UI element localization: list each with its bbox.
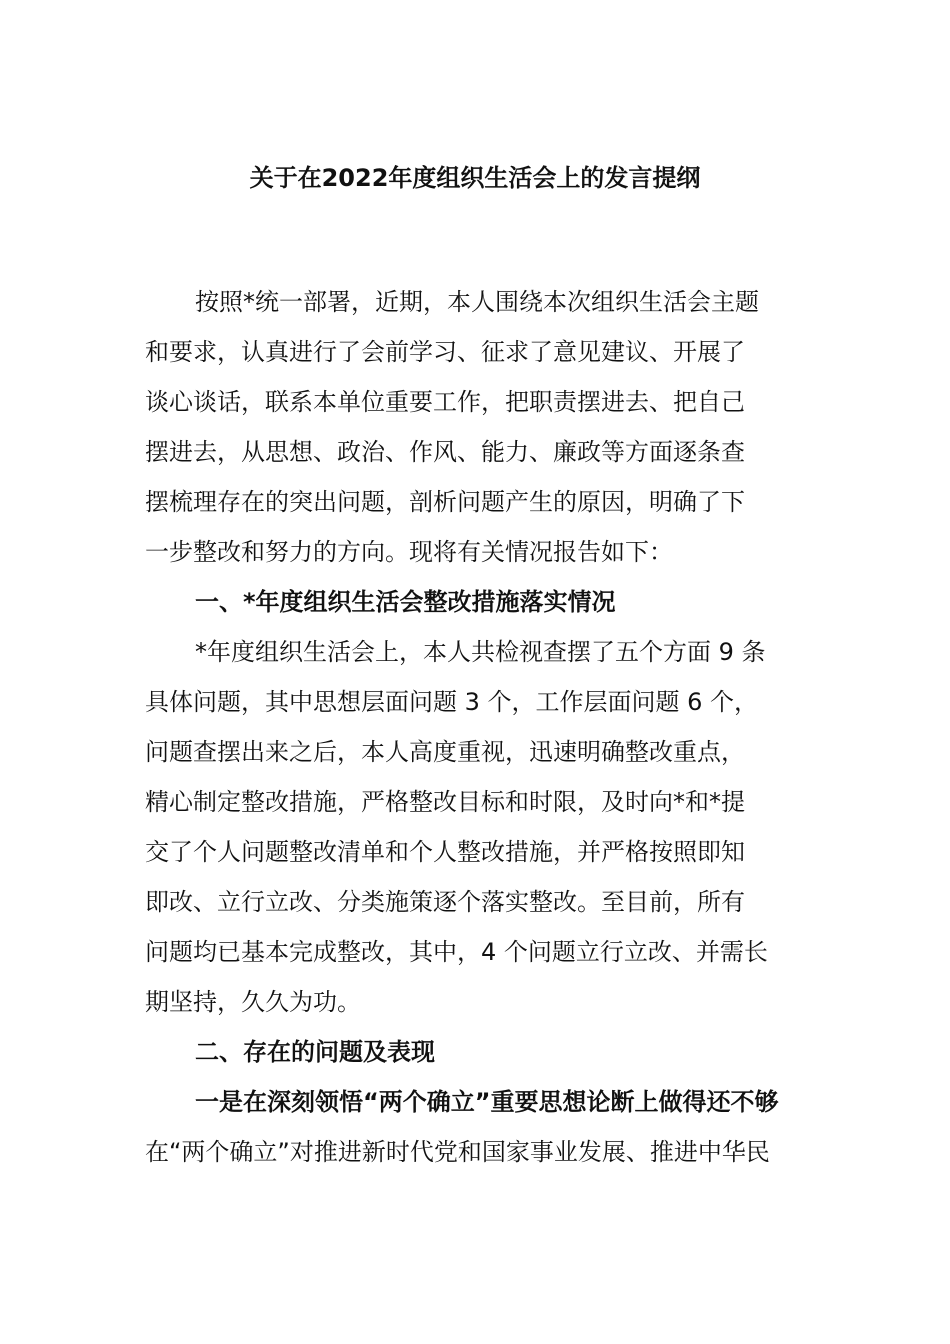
document-title: 关于在2022年度组织生活会上的发言提纲 bbox=[249, 164, 701, 192]
paragraph-line: 和要求，认真进行了会前学习、征求了意见建议、开展了 bbox=[145, 338, 745, 366]
paragraph-line: 一步整改和努力的方向。现将有关情况报告如下： bbox=[145, 538, 673, 566]
section-heading-1: 一、*年度组织生活会整改措施落实情况 bbox=[195, 588, 616, 616]
paragraph-line: 摆梳理存在的突出问题，剖析问题产生的原因，明确了下 bbox=[145, 488, 745, 516]
section-heading-2: 二、存在的问题及表现 bbox=[195, 1038, 435, 1066]
paragraph-line: 摆进去，从思想、政治、作风、能力、廉政等方面逐条查 bbox=[145, 438, 745, 466]
paragraph-line: *年度组织生活会上，本人共检视查摆了五个方面 9 条 bbox=[195, 638, 766, 666]
paragraph-line: 问题查摆出来之后，本人高度重视，迅速明确整改重点， bbox=[145, 738, 745, 766]
paragraph-line: 在“两个确立”对推进新时代党和国家事业发展、推进中华民 bbox=[145, 1138, 770, 1166]
paragraph-line: 精心制定整改措施，严格整改目标和时限，及时向*和*提 bbox=[145, 788, 745, 816]
paragraph-line: 谈心谈话，联系本单位重要工作，把职责摆进去、把自己 bbox=[145, 388, 745, 416]
paragraph-line: 问题均已基本完成整改，其中，4 个问题立行立改、并需长 bbox=[145, 938, 768, 966]
paragraph-line: 交了个人问题整改清单和个人整改措施，并严格按照即知 bbox=[145, 838, 745, 866]
subsection-heading: 一是在深刻领悟“两个确立”重要思想论断上做得还不够 bbox=[195, 1088, 779, 1116]
paragraph-line: 期坚持，久久为功。 bbox=[145, 988, 361, 1016]
paragraph-line: 具体问题，其中思想层面问题 3 个，工作层面问题 6 个， bbox=[145, 688, 759, 716]
paragraph-line: 按照*统一部署，近期，本人围绕本次组织生活会主题 bbox=[195, 288, 759, 316]
paragraph-line: 即改、立行立改、分类施策逐个落实整改。至目前，所有 bbox=[145, 888, 745, 916]
